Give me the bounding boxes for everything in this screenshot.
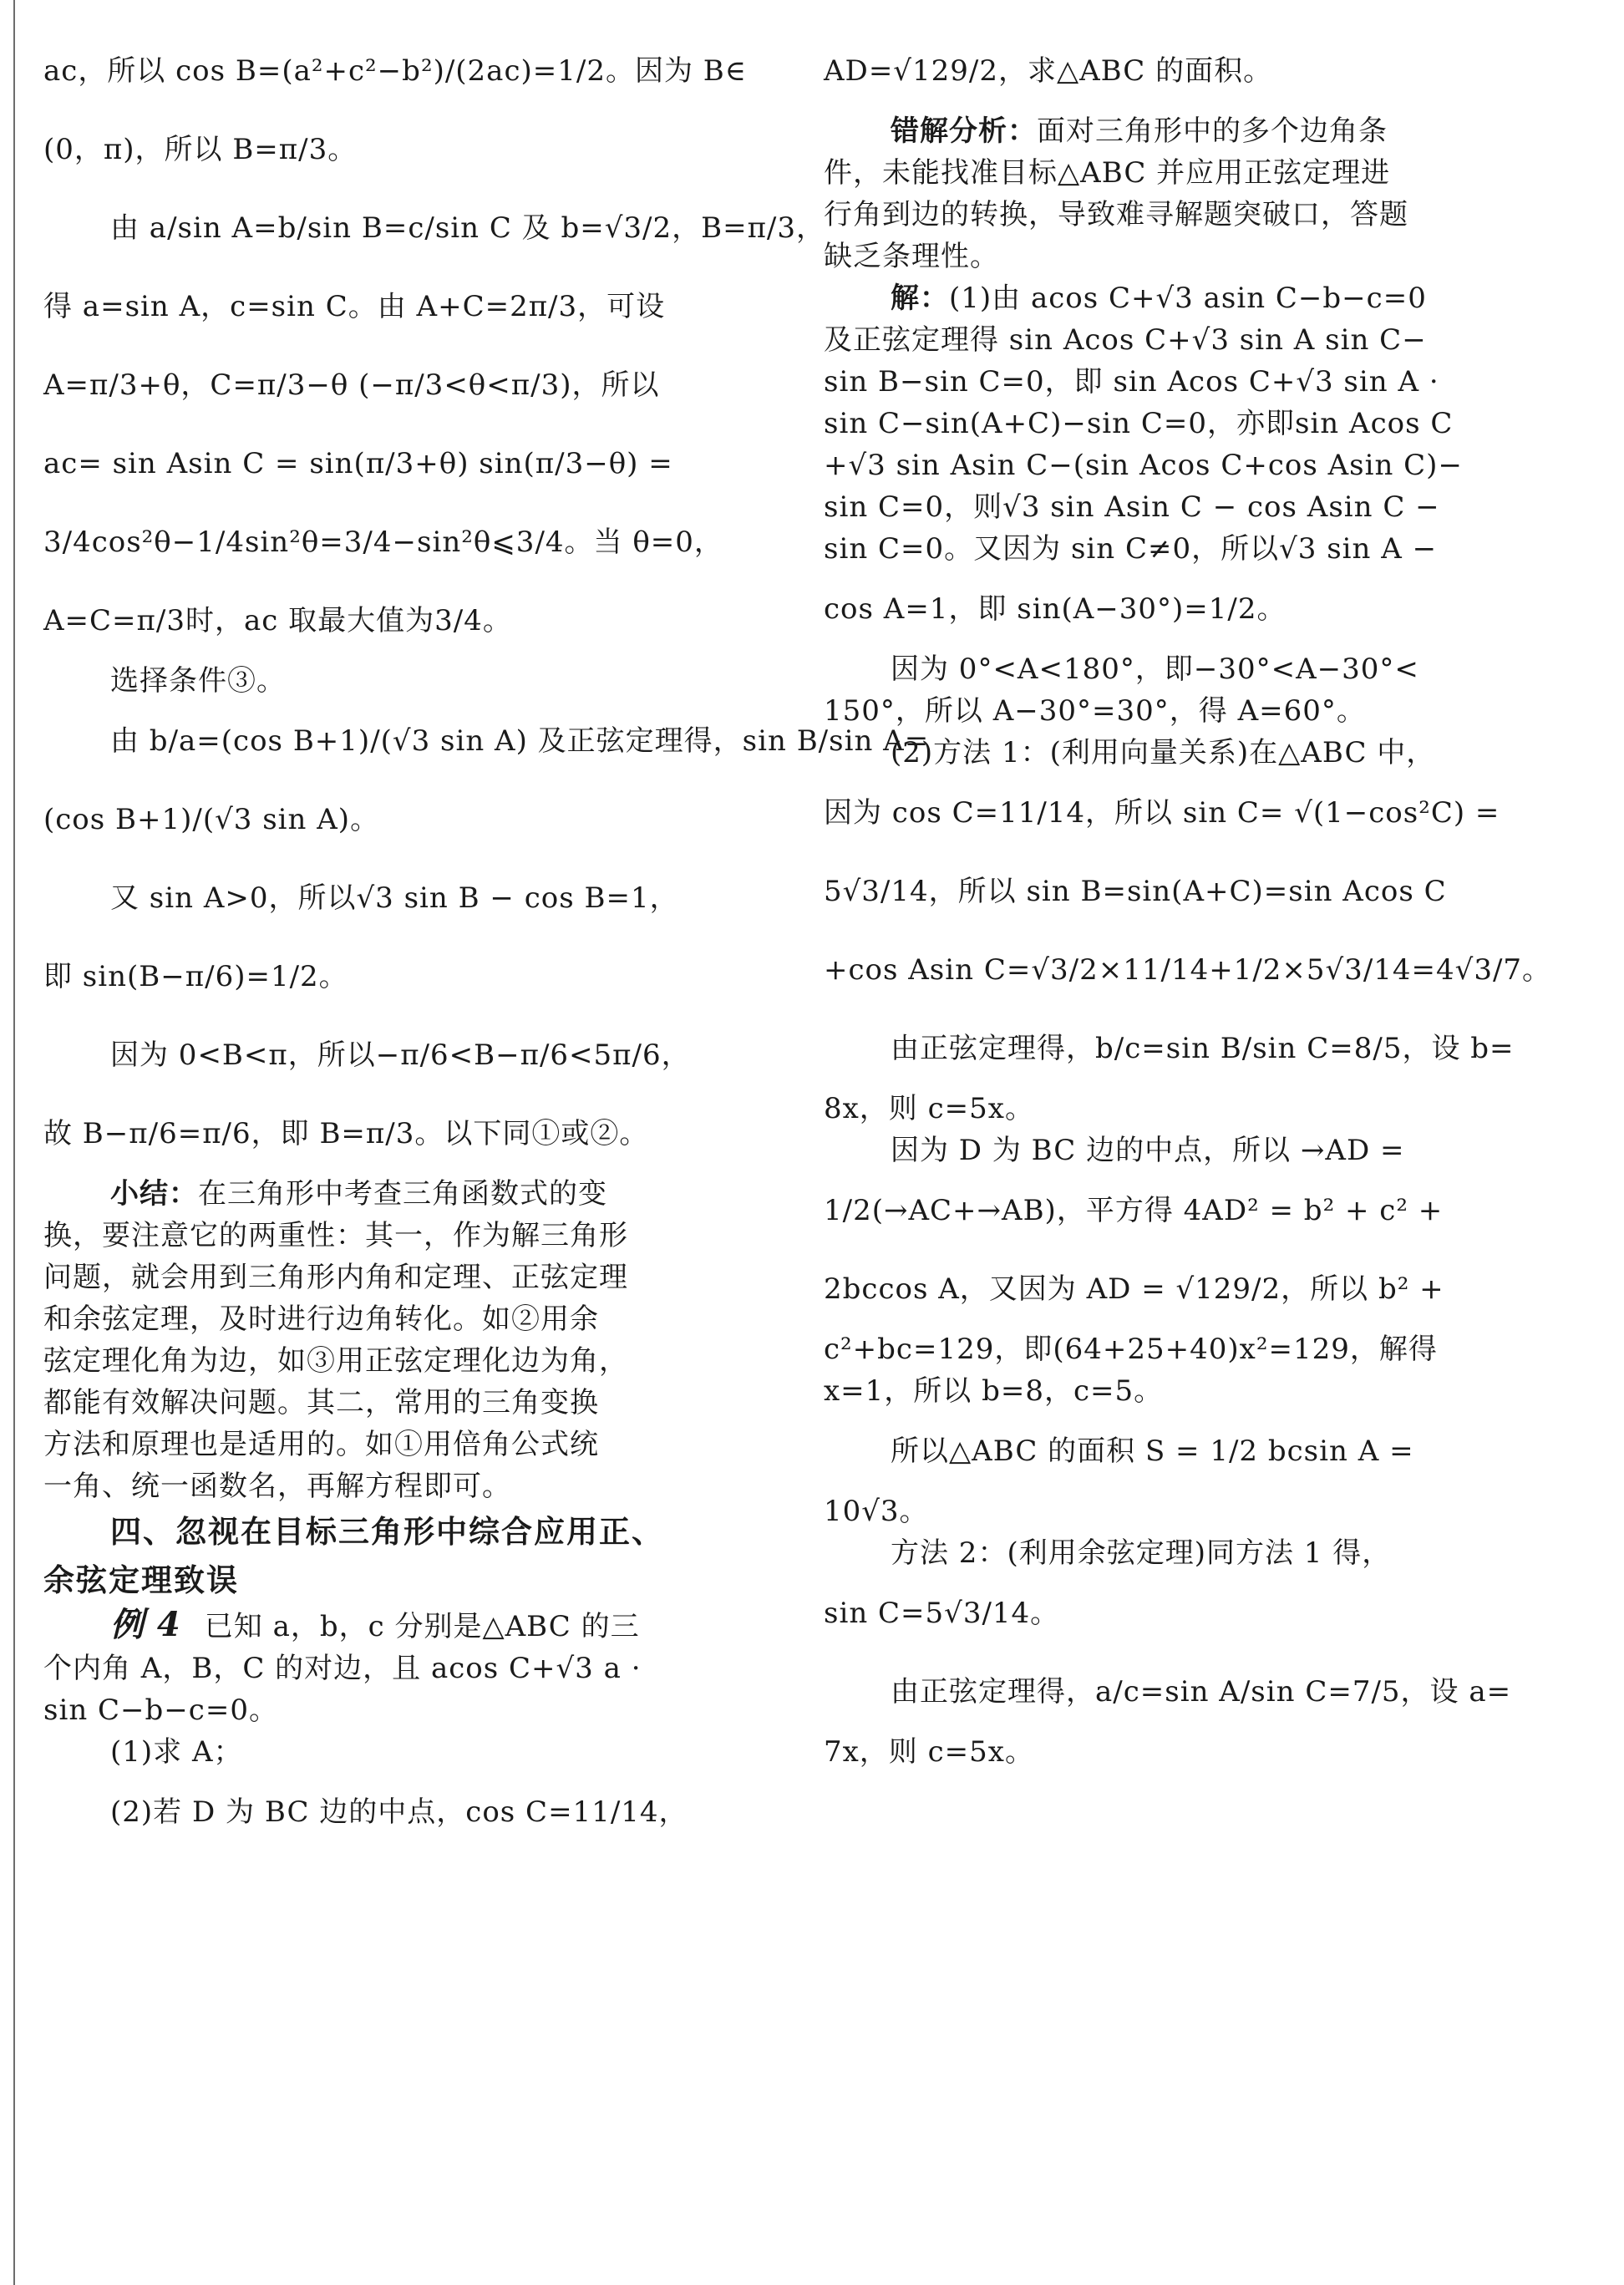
- text-line: 问题，就会用到三角形内角和定理、正弦定理: [43, 1261, 628, 1294]
- text-line: 换，要注意它的两重性：其一，作为解三角形: [43, 1219, 628, 1252]
- solution-line: [824, 277, 1534, 319]
- text-line: (1)求 A；: [110, 1735, 243, 1769]
- text-line: cos A=1，即 sin(A−30°)=1/2。: [824, 592, 1287, 626]
- text-line: 及正弦定理得 sin Acos C+√3 sin A sin C−: [824, 323, 1427, 357]
- text-line: (cos B+1)/(√3 sin A)。: [43, 803, 380, 836]
- text-line: 件，未能找准目标△ABC 并应用正弦定理进: [824, 156, 1391, 190]
- analysis-label: 错解分析：: [891, 114, 1037, 148]
- summary-label: 小结：: [110, 1177, 198, 1211]
- text-line: 故 B−π/6=π/6，即 B=π/3。以下同①或②。: [43, 1117, 649, 1150]
- summary-text: 在三角形中考查三角函数式的变: [198, 1177, 607, 1211]
- text-line: +√3 sin Asin C−(sin Acos C+cos Asin C)−: [824, 449, 1463, 482]
- text-line: 方法和原理也是适用的。如①用倍角公式统: [43, 1428, 599, 1461]
- text-line: 3/4cos²θ−1/4sin²θ=3/4−sin²θ⩽3/4。当 θ=0，: [43, 526, 723, 559]
- text-line: 8x，则 c=5x。: [824, 1092, 1034, 1125]
- text-line: 由正弦定理得，a/c=sin A/sin C=7/5，设 a=: [891, 1675, 1512, 1709]
- analysis-text: 面对三角形中的多个边角条: [1037, 114, 1388, 148]
- text-line: A=π/3+θ，C=π/3−θ (−π/3<θ<π/3)，所以: [43, 368, 660, 402]
- text-line: 行角到边的转换，导致难寻解题突破口，答题: [824, 198, 1408, 231]
- analysis-line: [824, 110, 1534, 152]
- text-line: +cos Asin C=√3/2×11/14+1/2×5√3/14=4√3/7。: [824, 953, 1552, 987]
- text-line: sin C−b−c=0。: [43, 1693, 278, 1727]
- left-margin-rule: [13, 0, 15, 2285]
- text-line: A=C=π/3时，ac 取最大值为3/4。: [43, 604, 512, 637]
- text-line: ac= sin Asin C = sin(π/3+θ) sin(π/3−θ) =: [43, 447, 673, 480]
- text-line: 2bccos A，又因为 AD = √129/2，所以 b² +: [824, 1272, 1444, 1306]
- text-line: sin B−sin C=0，即 sin Acos C+√3 sin A ·: [824, 365, 1439, 399]
- text-line: 所以△ABC 的面积 S = 1/2 bcsin A =: [891, 1434, 1414, 1468]
- text-line: 因为 0<B<π，所以−π/6<B−π/6<5π/6，: [110, 1038, 691, 1072]
- text-line: 1/2(→AC+→AB)，平方得 4AD² = b² + c² +: [824, 1194, 1444, 1227]
- text-line: 弦定理化角为边，如③用正弦定理化边为角，: [43, 1344, 628, 1378]
- text-line: ac，所以 cos B=(a²+c²−b²)/(2ac)=1/2。因为 B∈: [43, 54, 747, 88]
- text-line: c²+bc=129，即(64+25+40)x²=129，解得: [824, 1333, 1438, 1366]
- section-heading: 四、忽视在目标三角形中综合应用正、: [110, 1513, 664, 1550]
- text-line: 因为 D 为 BC 边的中点，所以 →AD =: [891, 1134, 1405, 1167]
- text-line: 因为 0°<A<180°，即−30°<A−30°<: [891, 652, 1419, 686]
- text-line: 7x，则 c=5x。: [824, 1735, 1034, 1769]
- text-line: sin C=0，则√3 sin Asin C − cos Asin C −: [824, 490, 1440, 524]
- text-line: x=1，所以 b=8，c=5。: [824, 1374, 1164, 1408]
- summary-line: [43, 1173, 747, 1215]
- solution-text: (1)由 acos C+√3 asin C−b−c=0: [949, 282, 1427, 315]
- text-line: sin C=0。又因为 sin C≠0，所以√3 sin A −: [824, 532, 1438, 566]
- text-line: 150°，所以 A−30°=30°，得 A=60°。: [824, 694, 1366, 728]
- text-line: AD=√129/2，求△ABC 的面积。: [824, 54, 1273, 88]
- section-heading: 余弦定理致误: [43, 1561, 239, 1598]
- solution-label: 解：: [891, 282, 949, 315]
- text-line: sin C−sin(A+C)−sin C=0，亦即sin Acos C: [824, 407, 1454, 440]
- text-line: 由 a/sin A=b/sin B=c/sin C 及 b=√3/2，B=π/3，: [110, 211, 826, 245]
- text-line: 都能有效解决问题。其二，常用的三角变换: [43, 1386, 599, 1419]
- text-line: 又 sin A>0，所以√3 sin B − cos B=1，: [110, 881, 679, 915]
- text-line: sin C=5√3/14。: [824, 1597, 1060, 1630]
- text-line: (0，π)，所以 B=π/3。: [43, 133, 358, 166]
- example-label: 例 4: [110, 1605, 181, 1644]
- text-line: 因为 cos C=11/14，所以 sin C= √(1−cos²C) =: [824, 796, 1500, 830]
- text-line: 选择条件③。: [110, 664, 286, 698]
- text-line: 方法 2：(利用余弦定理)同方法 1 得，: [891, 1536, 1392, 1570]
- text-line: 10√3。: [824, 1495, 929, 1528]
- text-line: 由 b/a=(cos B+1)/(√3 sin A) 及正弦定理得，sin B/sin A=: [110, 724, 930, 758]
- text-line: 5√3/14，所以 sin B=sin(A+C)=sin Acos C: [824, 875, 1447, 908]
- text-line: (2)方法 1：(利用向量关系)在△ABC 中，: [891, 736, 1436, 769]
- text-line: 由正弦定理得，b/c=sin B/sin C=8/5，设 b=: [891, 1032, 1515, 1065]
- text-line: (2)若 D 为 BC 边的中点，cos C=11/14，: [110, 1795, 688, 1829]
- example-text: 已知 a，b，c 分别是△ABC 的三: [204, 1610, 640, 1643]
- text-line: 和余弦定理，及时进行边角转化。如②用余: [43, 1302, 599, 1336]
- text-line: 个内角 A，B，C 的对边，且 acos C+√3 a ·: [43, 1652, 642, 1685]
- text-line: 得 a=sin A，c=sin C。由 A+C=2π/3，可设: [43, 290, 666, 323]
- text-line: 一角、统一函数名，再解方程即可。: [43, 1470, 511, 1503]
- right-column: [824, 32, 1552, 1773]
- text-line: 缺乏条理性。: [824, 240, 999, 273]
- example-line: [43, 1604, 747, 1648]
- text-line: 即 sin(B−π/6)=1/2。: [43, 960, 348, 993]
